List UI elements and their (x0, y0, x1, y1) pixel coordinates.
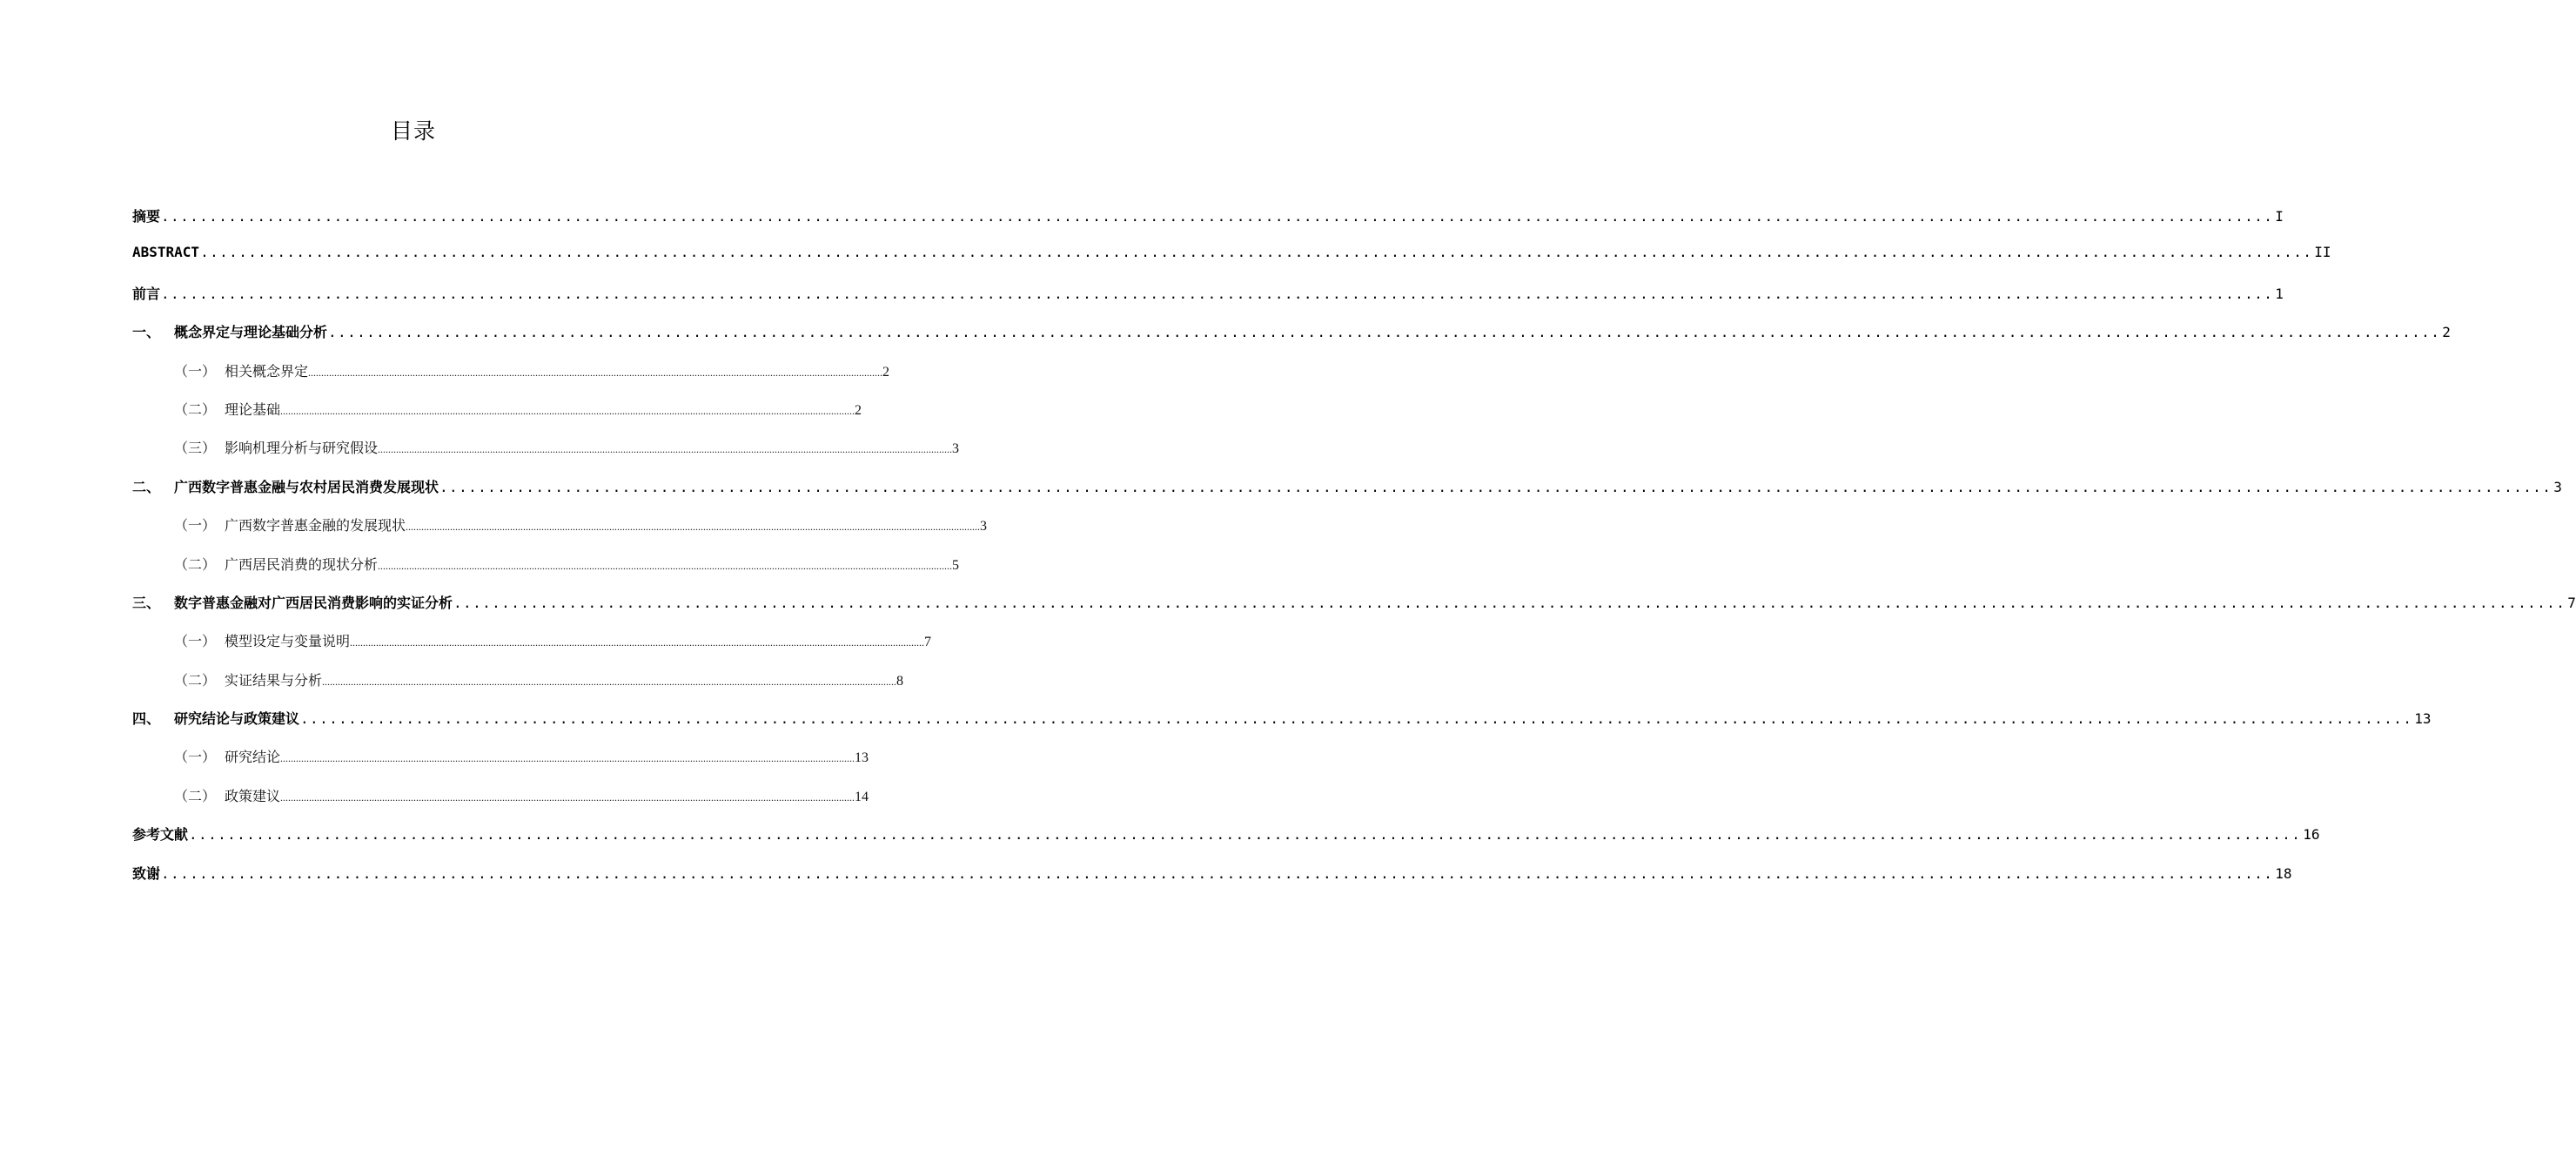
toc-entry-number: 二、 (132, 478, 161, 495)
toc-dot-leader: ............................................................................................................................................................................................................................ (350, 636, 925, 649)
toc-entry-abstract-cn[interactable] (132, 205, 2284, 244)
toc-entry-row (132, 514, 988, 537)
toc-entry-text: 概念界定与理论基础分析 (174, 324, 328, 341)
toc-entry-page-number: 18 (2275, 864, 2292, 882)
toc-entry-text: 数字普惠金融对广西居民消费影响的实证分析 (174, 594, 453, 611)
toc-entry-number: （一） (174, 633, 217, 650)
toc-entry-text: 广西数字普惠金融的发展现状 (225, 517, 406, 535)
toc-entry-ch2-2[interactable] (132, 554, 960, 592)
toc-entry-page-number: 14 (855, 789, 869, 804)
toc-entry-ch3-2[interactable] (132, 669, 904, 708)
toc-dot-leader: ............................................................................................................................................................................................................................ (189, 826, 2302, 844)
toc-entry-row (132, 283, 2284, 306)
toc-entry-text: 研究结论与政策建议 (174, 710, 300, 728)
toc-dot-leader: ............................................................................................................................................................................................................................ (406, 521, 981, 534)
toc-entry-page-number: 1 (2275, 285, 2284, 302)
toc-dot-leader: ............................................................................................................................................................................................................................ (378, 443, 953, 456)
toc-entry-ch2-1[interactable] (132, 514, 988, 553)
toc-entry-references[interactable] (132, 824, 2320, 862)
toc-entry-page-number: 13 (2414, 710, 2432, 728)
toc-dot-leader: ............................................................................................................................................................................................................................ (161, 864, 2274, 882)
toc-entry-ch4-1[interactable] (132, 746, 869, 784)
toc-entry-page-number: 7 (2567, 594, 2576, 611)
toc-entry-row (132, 592, 2576, 615)
toc-entry-page-number: 3 (952, 441, 960, 457)
toc-entry-number: 一、 (132, 324, 161, 341)
toc-title: 目录 (390, 118, 436, 144)
toc-entry-ch4-2[interactable] (132, 785, 869, 824)
toc-entry-page-number: 13 (855, 750, 869, 766)
toc-entry-text: 研究结论 (225, 749, 281, 766)
toc-entry-row (132, 244, 2331, 266)
toc-entry-row (132, 824, 2320, 846)
toc-entry-number: （一） (174, 749, 217, 766)
toc-entry-text: 相关概念界定 (225, 362, 309, 380)
toc-dot-leader: ............................................................................................................................................................................................................................ (280, 752, 855, 765)
toc-entry-number: （三） (174, 440, 217, 457)
toc-dot-leader: ............................................................................................................................................................................................................................ (322, 675, 897, 688)
toc-entry-ch4[interactable] (132, 708, 2432, 746)
toc-entry-text: 广西数字普惠金融与农村居民消费发展现状 (174, 478, 439, 495)
toc-entry-abstract-en[interactable] (132, 244, 2331, 282)
toc-dot-leader: ............................................................................................................................................................................................................................ (453, 594, 2566, 611)
toc-entry-number: （二） (174, 555, 217, 573)
toc-entry-number: （二） (174, 400, 217, 418)
toc-dot-leader: ............................................................................................................................................................................................................................ (161, 285, 2274, 302)
toc-entry-text: 广西居民消费的现状分析 (225, 555, 379, 573)
toc-dot-leader: ............................................................................................................................................................................................................................ (328, 324, 2441, 341)
toc-dot-leader: ............................................................................................................................................................................................................................ (378, 559, 953, 572)
toc-entry-page-number: 2 (855, 402, 862, 418)
toc-entry-number: （一） (174, 362, 217, 380)
toc-dot-leader: ............................................................................................................................................................................................................................ (161, 208, 2274, 225)
toc-entry-ch1[interactable] (132, 321, 2451, 360)
toc-entry-page-number: 3 (2553, 478, 2562, 495)
toc-entry-ch2[interactable] (132, 476, 2562, 514)
toc-entry-acknowledgements[interactable] (132, 863, 2292, 901)
toc-entry-text: 模型设定与变量说明 (225, 633, 351, 650)
toc-entry-page-number: I (2275, 208, 2284, 225)
toc-entry-text: ABSTRACT (132, 244, 200, 261)
toc-entry-ch1-1[interactable] (132, 360, 890, 399)
toc-entry-number: （二） (174, 671, 217, 689)
toc-entry-row (132, 785, 869, 808)
toc-dot-leader: ............................................................................................................................................................................................................................ (300, 710, 2413, 728)
toc-entry-number: （二） (174, 787, 217, 804)
toc-dot-leader: ............................................................................................................................................................................................................................ (280, 790, 855, 804)
toc-entry-number: 三、 (132, 594, 161, 611)
toc-entry-page-number: 3 (980, 519, 988, 535)
toc-dot-leader: ............................................................................................................................................................................................................................ (439, 478, 2553, 495)
toc-entry-number: （一） (174, 517, 217, 535)
toc-entry-page-number: 8 (896, 673, 904, 689)
toc-entry-row (132, 630, 932, 653)
toc-entry-text: 理论基础 (225, 400, 281, 418)
toc-entry-row (132, 863, 2292, 885)
toc-entry-row (132, 399, 862, 421)
toc-entry-row (132, 669, 904, 692)
toc-dot-leader: ............................................................................................................................................................................................................................ (308, 366, 883, 379)
toc-entry-text: 致谢 (132, 864, 161, 882)
toc-entry-page-number: 2 (882, 364, 890, 380)
toc-entry-row (132, 205, 2284, 228)
toc-entry-page-number: II (2314, 244, 2331, 261)
toc-entry-ch3-1[interactable] (132, 630, 932, 669)
toc-dot-leader: ............................................................................................................................................................................................................................ (200, 244, 2313, 261)
toc-entry-page-number: 7 (924, 635, 932, 650)
toc-entry-text: 政策建议 (225, 787, 281, 804)
toc-entry-preface[interactable] (132, 283, 2284, 321)
toc-entry-page-number: 2 (2442, 324, 2451, 341)
toc-entry-text: 摘要 (132, 208, 161, 225)
toc-entry-row (132, 554, 960, 576)
toc-entry-number: 四、 (132, 710, 161, 728)
toc-entry-page-number: 5 (952, 557, 960, 573)
toc-entry-text: 参考文献 (132, 826, 189, 844)
toc-entry-text: 实证结果与分析 (225, 671, 323, 689)
toc-list (132, 205, 2576, 901)
toc-entry-text: 前言 (132, 285, 161, 302)
toc-entry-row (132, 746, 869, 769)
toc-dot-leader: ............................................................................................................................................................................................................................ (280, 404, 855, 417)
toc-entry-row (132, 321, 2451, 344)
toc-entry-ch3[interactable] (132, 592, 2576, 630)
toc-entry-row (132, 476, 2562, 499)
toc-entry-text: 影响机理分析与研究假设 (225, 440, 379, 457)
toc-entry-row (132, 437, 960, 460)
toc-entry-row (132, 360, 890, 383)
toc-entry-row (132, 708, 2432, 730)
toc-entry-ch1-3[interactable] (132, 437, 960, 475)
toc-entry-ch1-2[interactable] (132, 399, 862, 437)
toc-entry-page-number: 16 (2303, 826, 2320, 844)
